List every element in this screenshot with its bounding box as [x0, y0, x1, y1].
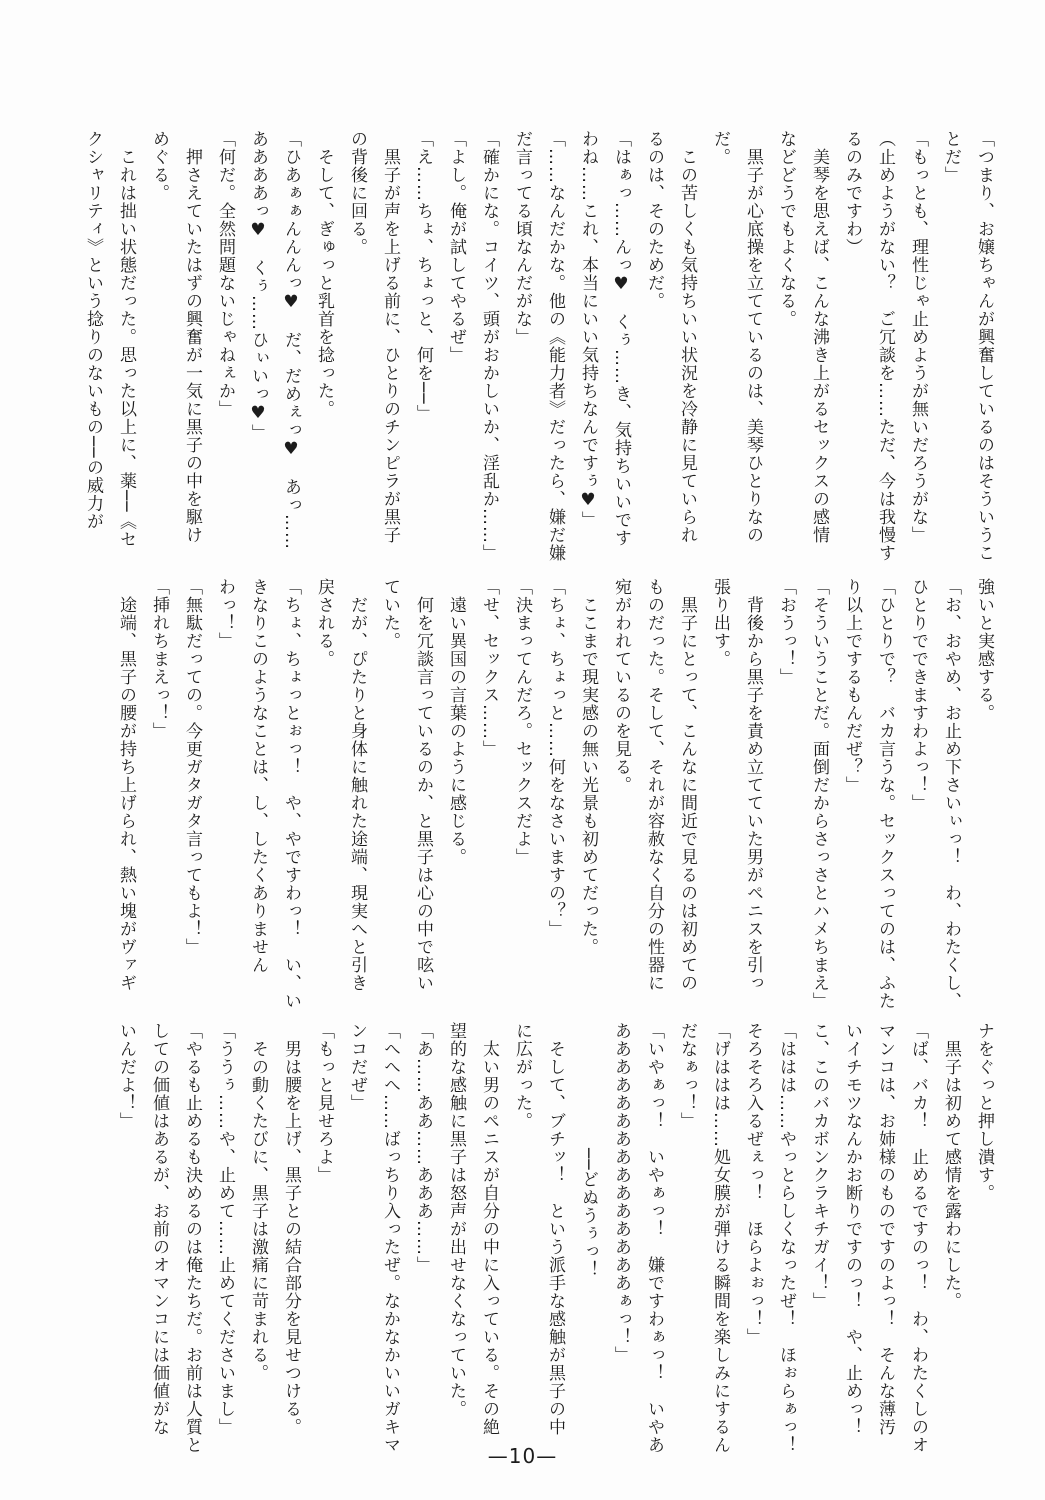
text-line: 太い男のペニスが自分の中に入っている。その絶 — [479, 1022, 499, 1436]
text-line: 「はぁっ……んっ♥ くぅ……き、気持ちいいです — [611, 130, 631, 547]
text-line: だ。 — [710, 130, 730, 166]
text-line: 「何だ。全然問題ないじゃねぇか」 — [215, 130, 235, 418]
text-line: 「もっとも、理性じゃ止めようが無いだろうがな」 — [908, 130, 928, 544]
text-line: るのみですわ） — [842, 130, 862, 256]
text-line: だなぁっ！」 — [677, 1022, 697, 1130]
text-line: その動くたびに、黒子は激痛に苛まれる。 — [248, 1022, 268, 1382]
text-line: 押さえていたはずの興奮が一気に黒子の中を駆け — [182, 130, 202, 544]
text-line: 張り出す。 — [710, 578, 730, 668]
text-line: ていた。 — [380, 578, 400, 650]
text-line: だが、ぴたりと身体に触れた途端、現実へと引き — [347, 578, 367, 992]
text-line: 強いと実感する。 — [974, 578, 994, 722]
text-line: の背後に回る。 — [347, 130, 367, 256]
text-line: ンコだぜ」 — [347, 1022, 367, 1112]
text-line: ──どぬうぅっ！ — [578, 1022, 598, 1279]
text-line: 遠い異国の言葉のように感じる。 — [446, 578, 466, 866]
text-line: り以上でするもんだぜ？」 — [842, 578, 862, 794]
text-line: この苦しくも気持ちいい状況を冷静に見ていられ — [677, 130, 697, 544]
text-line: いイチモツなんかお断りですのっ！ や、止めっ！ — [842, 1022, 862, 1436]
text-line: わね……これ、本当にいい気持ちなんですぅ♥」 — [578, 130, 598, 529]
text-line: そして、ブチッ！ という派手な感触が黒子の中 — [545, 1022, 565, 1436]
text-line: 黒子が声を上げる前に、ひとりのチンピラが黒子 — [380, 130, 400, 544]
page-number: —10— — [487, 1444, 558, 1468]
text-block-bottom — [109, 1022, 1000, 1460]
text-line: 途端、黒子の腰が持ち上げられ、熱い塊がヴァギ — [116, 578, 136, 992]
text-line: ものだった。そして、それが容赦なく自分の性器に — [644, 578, 664, 992]
text-line: 「そういうことだ。面倒だからさっさとハメちまえ」 — [809, 578, 829, 1010]
text-line: 「お、おやめ、お止め下さいぃっ！ わ、わたくし、 — [941, 578, 961, 1010]
text-line: 「ううぅ……や、止めて……止めてくださいまし」 — [215, 1022, 235, 1436]
text-line: あああああああああああああああぁっ！」 — [611, 1022, 631, 1364]
text-line: クシャリティ》という捻りのないもの──の威力が — [83, 130, 103, 531]
text-line: 「ひとりで？ バカ言うな。セックスってのは、ふた — [875, 578, 895, 1010]
text-line: いんだよ！」 — [116, 1022, 136, 1130]
text-line: 美琴を思えば、こんな沸き上がるセックスの感情 — [809, 130, 829, 544]
text-line: 「え……ちょ、ちょっと、何を──」 — [413, 130, 433, 423]
text-line: しての価値はあるが、お前のオマンコには価値がな — [149, 1022, 169, 1436]
text-line: 「決まってんだろ。セックスだよ」 — [512, 578, 532, 866]
text-line: 戻される。 — [314, 578, 334, 668]
text-line: 「確かにな。コイツ、頭がおかしいか、淫乱か……」 — [479, 130, 499, 562]
text-line: めぐる。 — [149, 130, 169, 202]
text-line: 「へへへ……ばっちり入ったぜ。なかなかいいガキマ — [380, 1022, 400, 1454]
text-line: 「挿れちまえっ！」 — [149, 578, 169, 740]
text-line: 「ひあぁぁんんんっ♥ だ、だめぇっ♥ あっ…… — [281, 130, 301, 550]
text-line: 男は腰を上げ、黒子との結合部分を見せつける。 — [281, 1022, 301, 1436]
text-line: だ言ってる頃なんだがな」 — [512, 130, 532, 346]
text-line: マンコは、お姉様のものですのよっ！ そんな薄汚 — [875, 1022, 895, 1436]
text-line: 背後から黒子を責め立てていた男がペニスを引っ — [743, 578, 763, 992]
text-line: 「無駄だっての。今更ガタガタ言ってもよ！」 — [182, 578, 202, 956]
text-line: 黒子にとって、こんなに間近で見るのは初めての — [677, 578, 697, 992]
text-line: 黒子が心底操を立てているのは、美琴ひとりなの — [743, 130, 763, 544]
text-line: 宛がわれているのを見る。 — [611, 578, 631, 794]
text-line: 何を冗談言っているのか、と黒子は心の中で呟い — [413, 578, 433, 992]
text-line: 望的な感触に黒子は怒声が出せなくなっていた。 — [446, 1022, 466, 1418]
text-line: るのは、そのためだ。 — [644, 130, 664, 310]
text-line: これは拙い状態だった。思った以上に、薬──《セ — [116, 130, 136, 549]
text-line: 「つまり、お嬢ちゃんが興奮しているのはそういうこ — [974, 130, 994, 562]
text-line: 「ば、バカ！ 止めるですのっ！ わ、わたくしのオ — [908, 1022, 928, 1454]
text-line: 「げははは……処女膜が弾ける瞬間を楽しみにするん — [710, 1022, 730, 1454]
text-line: こ、このバカボンクラキチガイ！」 — [809, 1022, 829, 1310]
text-line: 「ちょ、ちょっと……何をなさいますの？」 — [545, 578, 565, 938]
text-line: に広がった。 — [512, 1022, 532, 1130]
text-line: 「もっと見せろよ」 — [314, 1022, 334, 1184]
text-block-top — [76, 130, 1000, 568]
text-line: ナをぐっと押し潰す。 — [974, 1022, 994, 1202]
text-line: とだ」 — [941, 130, 961, 184]
text-line: ひとりでできますわよっ！」 — [908, 578, 928, 812]
text-line: そろそろ入るぜぇっ！ ほらよぉっ！」 — [743, 1022, 763, 1346]
text-line: きなりこのようなことは、し、したくありません — [248, 578, 268, 974]
text-block-middle — [109, 578, 1000, 1016]
text-line: 「……なんだかな。他の《能力者》だったら、嫌だ嫌 — [545, 130, 565, 562]
text-line: 「ははは……やっとらしくなったぜ！ ほぉらぁっ！ — [776, 1022, 796, 1454]
text-line: ここまで現実感の無い光景も初めてだった。 — [578, 578, 598, 956]
text-line: （止めようがない？ ご冗談を……ただ、今は我慢す — [875, 130, 895, 562]
text-line: わっ！」 — [215, 578, 235, 650]
text-line: 黒子は初めて感情を露わにした。 — [941, 1022, 961, 1310]
text-line: 「おうっ！」 — [776, 578, 796, 686]
text-line: などどうでもよくなる。 — [776, 130, 796, 328]
text-line: 「よし。俺が試してやるぜ」 — [446, 130, 466, 364]
text-line: ああああっ♥ くぅ……ひぃいっ♥」 — [248, 130, 268, 442]
text-line: そして、ぎゅっと乳首を捻った。 — [314, 130, 334, 418]
text-line: 「いやぁっ！ いやぁっ！ 嫌ですわぁっ！ いやあ — [644, 1022, 664, 1454]
text-line: 「あ……ああ……あああ……」 — [413, 1022, 433, 1274]
text-line: 「やるも止めるも決めるのは俺たちだ。お前は人質と — [182, 1022, 202, 1454]
text-line: 「せ、セックス……」 — [479, 578, 499, 758]
text-line: 「ちょ、ちょっとぉっ！ や、やですわっ！ い、い — [281, 578, 301, 1010]
